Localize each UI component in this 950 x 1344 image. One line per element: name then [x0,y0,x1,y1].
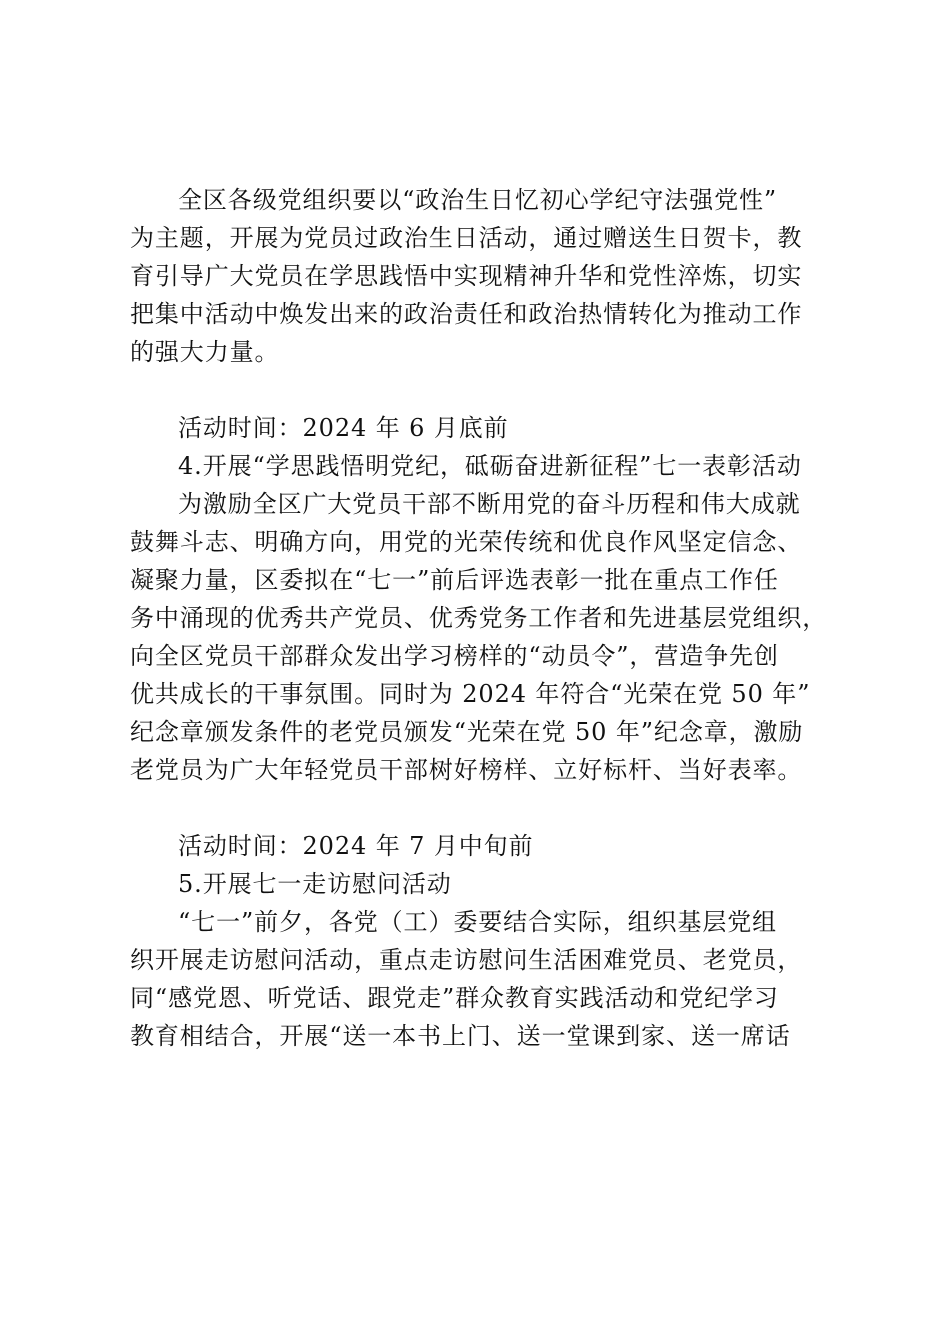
paragraph-line-10: 凝聚力量，区委拟在“七一”前后评选表彰一批在重点工作任 [130,566,779,594]
activity-time-2: 活动时间：2024 年 7 月中旬前 [178,832,534,860]
paragraph-line-5: 的强大力量。 [130,338,280,366]
paragraph-line-15: 老党员为广大年轻党员干部树好榜样、立好标杆、当好表率。 [130,756,803,784]
section-heading-4: 4.开展“学思践悟明党纪，砥砺奋进新征程”七一表彰活动 [178,452,802,480]
paragraph-line-3: 育引导广大党员在学思践悟中实现精神升华和党性淬炼，切实 [130,262,803,290]
activity-time-1: 活动时间：2024 年 6 月底前 [178,414,509,442]
paragraph-line-19: 织开展走访慰问活动，重点走访慰问生活困难党员、老党员， [130,946,803,974]
paragraph-line-20: 同“感党恩、听党话、跟党走”群众教育实践活动和党纪学习 [130,984,779,1012]
paragraph-line-4: 把集中活动中焕发出来的政治责任和政治热情转化为推动工作 [130,300,803,328]
paragraph-line-1: 全区各级党组织要以“政治生日忆初心学纪守法强党性” [178,186,778,214]
section-heading-5: 5.开展七一走访慰问活动 [178,870,452,898]
paragraph-line-14: 纪念章颁发条件的老党员颁发“光荣在党 50 年”纪念章，激励 [130,718,804,746]
paragraph-line-2: 为主题，开展为党员过政治生日活动，通过赠送生日贺卡，教 [130,224,803,252]
paragraph-line-11: 务中涌现的优秀共产党员、优秀党务工作者和先进基层党组织， [130,604,828,632]
paragraph-line-9: 鼓舞斗志、明确方向，用党的光荣传统和优良作风坚定信念、 [130,528,803,556]
paragraph-line-8: 为激励全区广大党员干部不断用党的奋斗历程和伟大成就 [178,490,801,518]
paragraph-line-12: 向全区党员干部群众发出学习榜样的“动员令”，营造争先创 [130,642,779,670]
paragraph-line-13: 优共成长的干事氛围。同时为 2024 年符合“光荣在党 50 年” [130,680,811,708]
paragraph-line-18: “七一”前夕，各党（工）委要结合实际，组织基层党组 [178,908,778,936]
paragraph-line-21: 教育相结合，开展“送一本书上门、送一堂课到家、送一席话 [130,1022,791,1050]
